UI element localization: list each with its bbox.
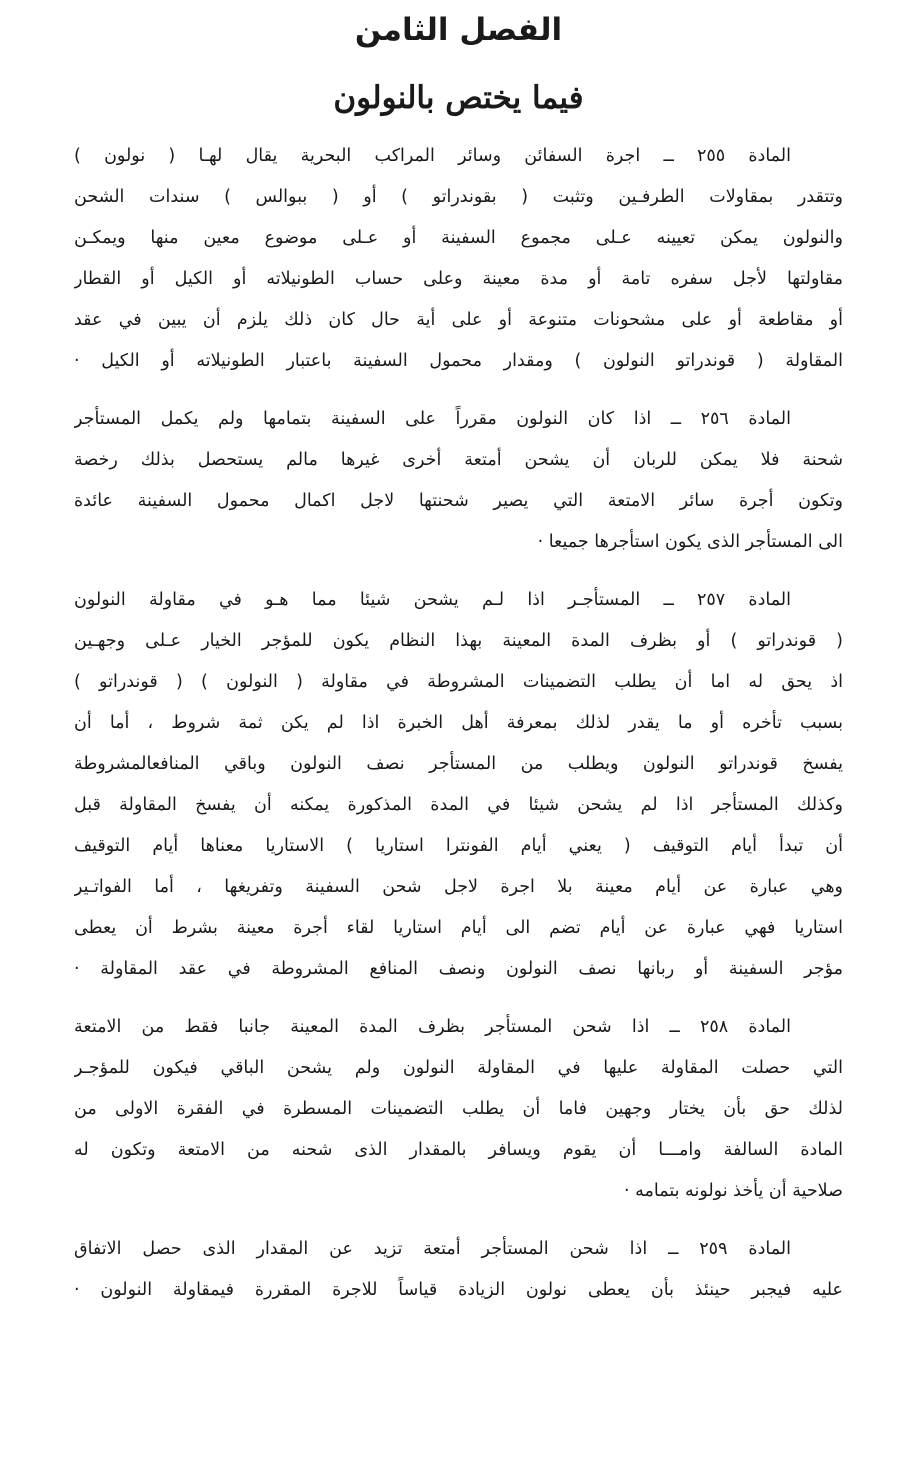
- text-line: مقاولتها لأجل سفره تامة أو مدة معينة وعلى حساب الطونيلاته أو الكيل أو القطار: [74, 269, 843, 289]
- text-line: ( قوندراتو ) أو بظرف المدة المعينة بهذا النظام يكون للمؤجر الخيار عـلى وجهـين: [74, 631, 843, 651]
- text-line: عليه فيجبر حينئذ بأن يعطى نولون الزيادة قياساً للاجرة المقررة فيمقاولة النولون ·: [74, 1280, 843, 1300]
- text-line: اذ يحق له اما أن يطلب التضمينات المشروطة في مقاولة ( النولون ) ( قوندراتو ): [74, 672, 843, 692]
- text-line: المادة ٢٥٥ ــ اجرة السفائن وسائر المراكب البحرية يقال لهـا ( نولون ): [74, 146, 791, 166]
- text-line: وهي عبارة عن أيام معينة بلا اجرة لاجل شحن السفينة وتفريغها ، أما الفواتـير: [74, 877, 843, 897]
- article-257: [74, 580, 843, 990]
- article-255: [74, 136, 843, 382]
- text-line: وتكون أجرة سائر الامتعة التي يصير شحنتها لاجل اكمال محمول السفينة عائدة: [74, 491, 843, 511]
- text-line: المادة ٢٥٦ ــ اذا كان النولون مقرراً على السفينة بتمامها ولم يكمل المستأجر: [74, 409, 791, 429]
- text-line: المقاولة ( قوندراتو النولون ) ومقدار محمول السفينة باعتبار الطونيلاته أو الكيل ·: [74, 351, 843, 371]
- chapter-subtitle: فيما يختص بالنولون: [333, 80, 584, 116]
- text-line: المادة ٢٥٩ ــ اذا شحن المستأجر أمتعة تزيد عن المقدار الذى حصل الاتفاق: [74, 1239, 792, 1259]
- article-256: [74, 399, 843, 563]
- text-line: والنولون يمكن تعيينه عـلى مجموع السفينة أو عـلى موضوع معين منها ويمكـن: [74, 228, 843, 248]
- text-line: بسبب تأخره أو ما يقدر لذلك بمعرفة أهل الخبرة اذا لم يكن ثمة شروط ، أما أن: [74, 713, 843, 733]
- text-line: وكذلك المستأجر اذا لم يشحن شيئا في المدة المذكورة يمكنه أن يفسخ المقاولة قبل: [74, 795, 843, 815]
- text-line: أن تبدأ أيام التوقيف ( يعني أيام الفونترا استاريا ) الاستاريا معناها أيام التوقيف: [74, 836, 843, 856]
- chapter-title: الفصل الثامن: [354, 12, 563, 48]
- text-line: لذلك حق بأن يختار وجهين فاما أن يطلب التضمينات المسطرة في الفقرة الاولى من: [74, 1099, 843, 1119]
- text-line: المادة ٢٥٨ ــ اذا شحن المستأجر بظرف المدة المعينة جانبا فقط من الامتعة: [74, 1017, 791, 1037]
- text-line: المادة السالفة وامـــا أن يقوم ويسافر بالمقدار الذى شحنه من الامتعة وتكون له: [74, 1140, 843, 1160]
- text-line: أو مقاطعة أو على مشحونات متنوعة أو على أية حال كان ذلك يلزم أن يبين في عقد: [74, 310, 843, 330]
- article-259: [74, 1229, 843, 1311]
- text-line: صلاحية أن يأخذ نولونه بتمامه ·: [624, 1181, 843, 1201]
- text-line: التي حصلت المقاولة عليها في المقاولة النولون ولم يشحن الباقي فيكون للمؤجـر: [74, 1058, 843, 1078]
- text-line: استاريا فهي عبارة عن أيام تضم الى أيام استاريا لقاء أجرة معينة بشرط أن يعطى: [74, 918, 843, 938]
- article-258: [74, 1007, 843, 1212]
- text-line: يفسخ قوندراتو النولون ويطلب من المستأجر نصف النولون وباقي المنافعالمشروطة: [74, 754, 843, 774]
- text-line: المادة ٢٥٧ ــ المستأجـر اذا لـم يشحن شيئا مما هـو في مقاولة النولون: [74, 590, 792, 610]
- text-line: مؤجر السفينة أو ربانها نصف النولون ونصف المنافع المشروطة في عقد المقاولة ·: [74, 959, 843, 979]
- text-line: وتتقدر بمقاولات الطرفـين وتثبت ( بقوندراتو ) أو ( ببوالس ) سندات الشحن: [74, 187, 843, 207]
- text-line: الى المستأجر الذى يكون استأجرها جميعا ·: [537, 532, 843, 552]
- text-line: شحنة فلا يمكن للربان أن يشحن أمتعة أخرى غيرها مالم يستحصل بذلك رخصة: [74, 450, 843, 470]
